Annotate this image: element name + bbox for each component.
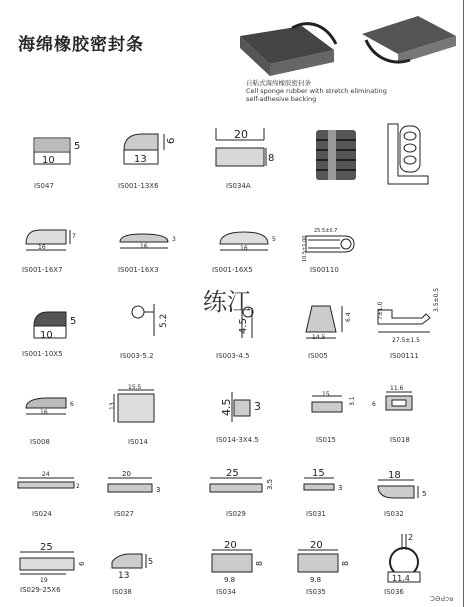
profile-IS003-5.2: [124, 300, 174, 340]
dim-IS018-width: 11.6: [390, 385, 404, 392]
profile-IS008: [22, 394, 82, 420]
dim-IS003-5.2-size: 5.2: [159, 313, 169, 328]
dim-IS001-16X3-height: 3: [172, 236, 176, 243]
code-IS001-16X5: IS001-16X5: [212, 266, 253, 274]
dim-IS035-height: 8: [341, 560, 350, 566]
dim-IS035-width: 20: [310, 540, 323, 551]
code-IS003-5.2: IS003-5.2: [120, 352, 154, 360]
dim-IS001-16X7-width: 16: [38, 244, 46, 251]
profile-IS014-3X4.5: [212, 386, 272, 430]
dim-IS035-base: 9.8: [310, 576, 322, 584]
dim-IS015-width: 15: [322, 391, 330, 398]
profile-IS029-25X6: [14, 540, 84, 584]
dim-IS034-base: 9.8: [224, 576, 236, 584]
dim-IS029-25X6-base: 19: [40, 577, 48, 584]
dim-IS001-10X5-height: 5: [70, 316, 77, 327]
profile-IS035: [292, 538, 362, 584]
watermark-text: 练江: [203, 288, 251, 316]
code-IS014: IS014: [128, 438, 148, 446]
code-IS035: IS035: [306, 588, 326, 596]
profile-IS014: [104, 384, 164, 428]
dim-IS038-width: 13: [118, 571, 130, 581]
dim-IS047-width: 10: [42, 155, 55, 166]
foam-strip-image-right: [352, 10, 462, 68]
dim-IS014-3X4.5-height: 4.5: [220, 398, 233, 416]
profile-ribbed-extrusion: [312, 126, 360, 186]
profile-IS036: [380, 530, 430, 586]
profile-IS038: [108, 548, 164, 582]
dim-IS018-height: 6: [372, 401, 376, 408]
code-IS032: IS032: [384, 510, 404, 518]
dim-IS024-width: 24: [42, 471, 50, 478]
dim-IS038-height: 5: [148, 557, 154, 566]
profile-IS00111: [366, 287, 446, 348]
profile-IS034A: [212, 126, 276, 172]
code-IS029-25X6: IS029-25X6: [20, 586, 61, 594]
code-IS018: IS018: [390, 436, 410, 444]
dim-IS031-width: 15: [312, 468, 325, 479]
dim-IS001-16X3-width: 16: [140, 243, 148, 250]
dim-IS001-13X6-width: 13: [134, 154, 147, 165]
code-IS003-4.5: IS003-4.5: [216, 352, 250, 360]
dim-IS003-4.5-size: 4.5: [238, 318, 249, 334]
code-IS034A: IS034A: [226, 182, 251, 190]
dim-IS00110-height: 10.5±1.00: [302, 235, 308, 262]
code-IS036: IS036: [384, 588, 404, 596]
corner-mark: ƆӘԀᴐᴚ: [430, 595, 454, 603]
code-IS031: IS031: [306, 510, 326, 518]
product-caption: [246, 79, 387, 103]
profile-IS047: [30, 136, 90, 168]
dim-IS001-16X5-height: 5: [272, 236, 276, 243]
code-IS00111: IS00111: [390, 352, 419, 360]
profile-IS031: [300, 464, 354, 500]
code-IS001-10X5: IS001-10X5: [22, 350, 63, 358]
profile-IS001-16X3: [116, 230, 182, 256]
dim-IS00111-lip: 3.5±0.5: [433, 287, 440, 312]
dim-IS014-3X4.5-width: 3: [254, 400, 261, 413]
code-IS034: IS034: [216, 588, 236, 596]
profile-corner-seal: [384, 122, 432, 188]
profile-IS005: [300, 302, 354, 344]
dim-IS00110-width: 25.5±0.7: [314, 228, 338, 234]
dim-IS005-height: 6.4: [345, 312, 352, 322]
profile-IS027: [104, 466, 168, 500]
dim-IS034A-height: 8: [268, 153, 275, 164]
code-IS001-16X7: IS001-16X7: [22, 266, 63, 274]
profile-IS015: [304, 388, 360, 424]
profile-IS00110: [294, 224, 364, 264]
dim-IS024-height: 2: [76, 483, 80, 490]
dim-IS031-height: 3: [338, 484, 343, 492]
profile-IS032: [374, 466, 444, 502]
profile-IS001-16X5: [216, 228, 282, 256]
dim-IS001-16X7-height: 7: [72, 233, 76, 240]
profile-IS001-13X6: [118, 132, 178, 168]
code-IS047: IS047: [34, 182, 54, 190]
code-IS008: IS008: [30, 438, 50, 446]
dim-IS005-width: 14.5: [312, 334, 326, 341]
dim-IS034A-width: 20: [234, 128, 248, 141]
code-IS00110: IS00110: [310, 266, 339, 274]
dim-IS034-width: 20: [224, 540, 237, 551]
dim-IS032-height: 5: [422, 490, 427, 498]
code-IS024: IS024: [32, 510, 52, 518]
profile-IS001-10X5: [30, 308, 90, 344]
code-IS001-13X6: IS001-13X6: [118, 182, 159, 190]
dim-IS001-13X6-height: 6: [166, 137, 177, 144]
profile-IS024: [14, 468, 84, 498]
dim-IS036-gap: 2: [408, 533, 414, 542]
profile-IS034: [206, 538, 276, 584]
code-IS027: IS027: [114, 510, 134, 518]
dim-IS014-height: 13: [109, 402, 116, 410]
dim-IS027-width: 20: [122, 470, 131, 478]
dim-IS001-10X5-width: 10: [40, 330, 53, 341]
dim-IS036-width: 11.4: [392, 574, 410, 583]
dim-IS027-height: 3: [156, 486, 161, 494]
dim-IS00111-width: 27.5±1.5: [392, 337, 420, 344]
caption-line-1: 自粘式海绵橡胶密封条: [246, 79, 311, 87]
dim-IS032-width: 18: [388, 470, 401, 481]
dim-IS001-16X5-width: 16: [240, 245, 248, 252]
page-title: 海绵橡胶密封条: [18, 35, 144, 55]
dim-IS00111-height: 7±1.0: [377, 301, 384, 320]
dim-IS029-25X6-width: 25: [40, 542, 53, 553]
dim-IS029-25X6-height: 6: [78, 561, 86, 566]
page-border-line: [463, 0, 464, 607]
dim-IS029-width: 25: [226, 468, 239, 479]
dim-IS015-height: 3.1: [349, 396, 356, 406]
profile-IS001-16X7: [22, 226, 82, 256]
dim-IS029-height: 3.5: [266, 478, 274, 490]
code-IS029: IS029: [226, 510, 246, 518]
dim-IS034-height: 8: [255, 560, 264, 566]
dim-IS014-width: 15.5: [128, 384, 142, 391]
code-IS015: IS015: [316, 436, 336, 444]
dim-IS008-width: 16: [40, 409, 48, 416]
code-IS005: IS005: [308, 352, 328, 360]
caption-line-3: self-adhesive backing: [246, 95, 317, 103]
code-IS001-16X3: IS001-16X3: [118, 266, 159, 274]
dim-IS047-height: 5: [74, 141, 81, 152]
profile-IS018: [368, 384, 438, 428]
code-IS014-3X4.5: IS014-3X4.5: [216, 436, 259, 444]
code-IS038: IS038: [112, 588, 132, 596]
foam-strip-image-left: [232, 18, 342, 76]
dim-IS008-height: 6: [70, 401, 74, 408]
profile-IS029: [206, 464, 276, 500]
caption-line-2: Cell sponge rubber with stretch eliminating: [246, 87, 387, 95]
